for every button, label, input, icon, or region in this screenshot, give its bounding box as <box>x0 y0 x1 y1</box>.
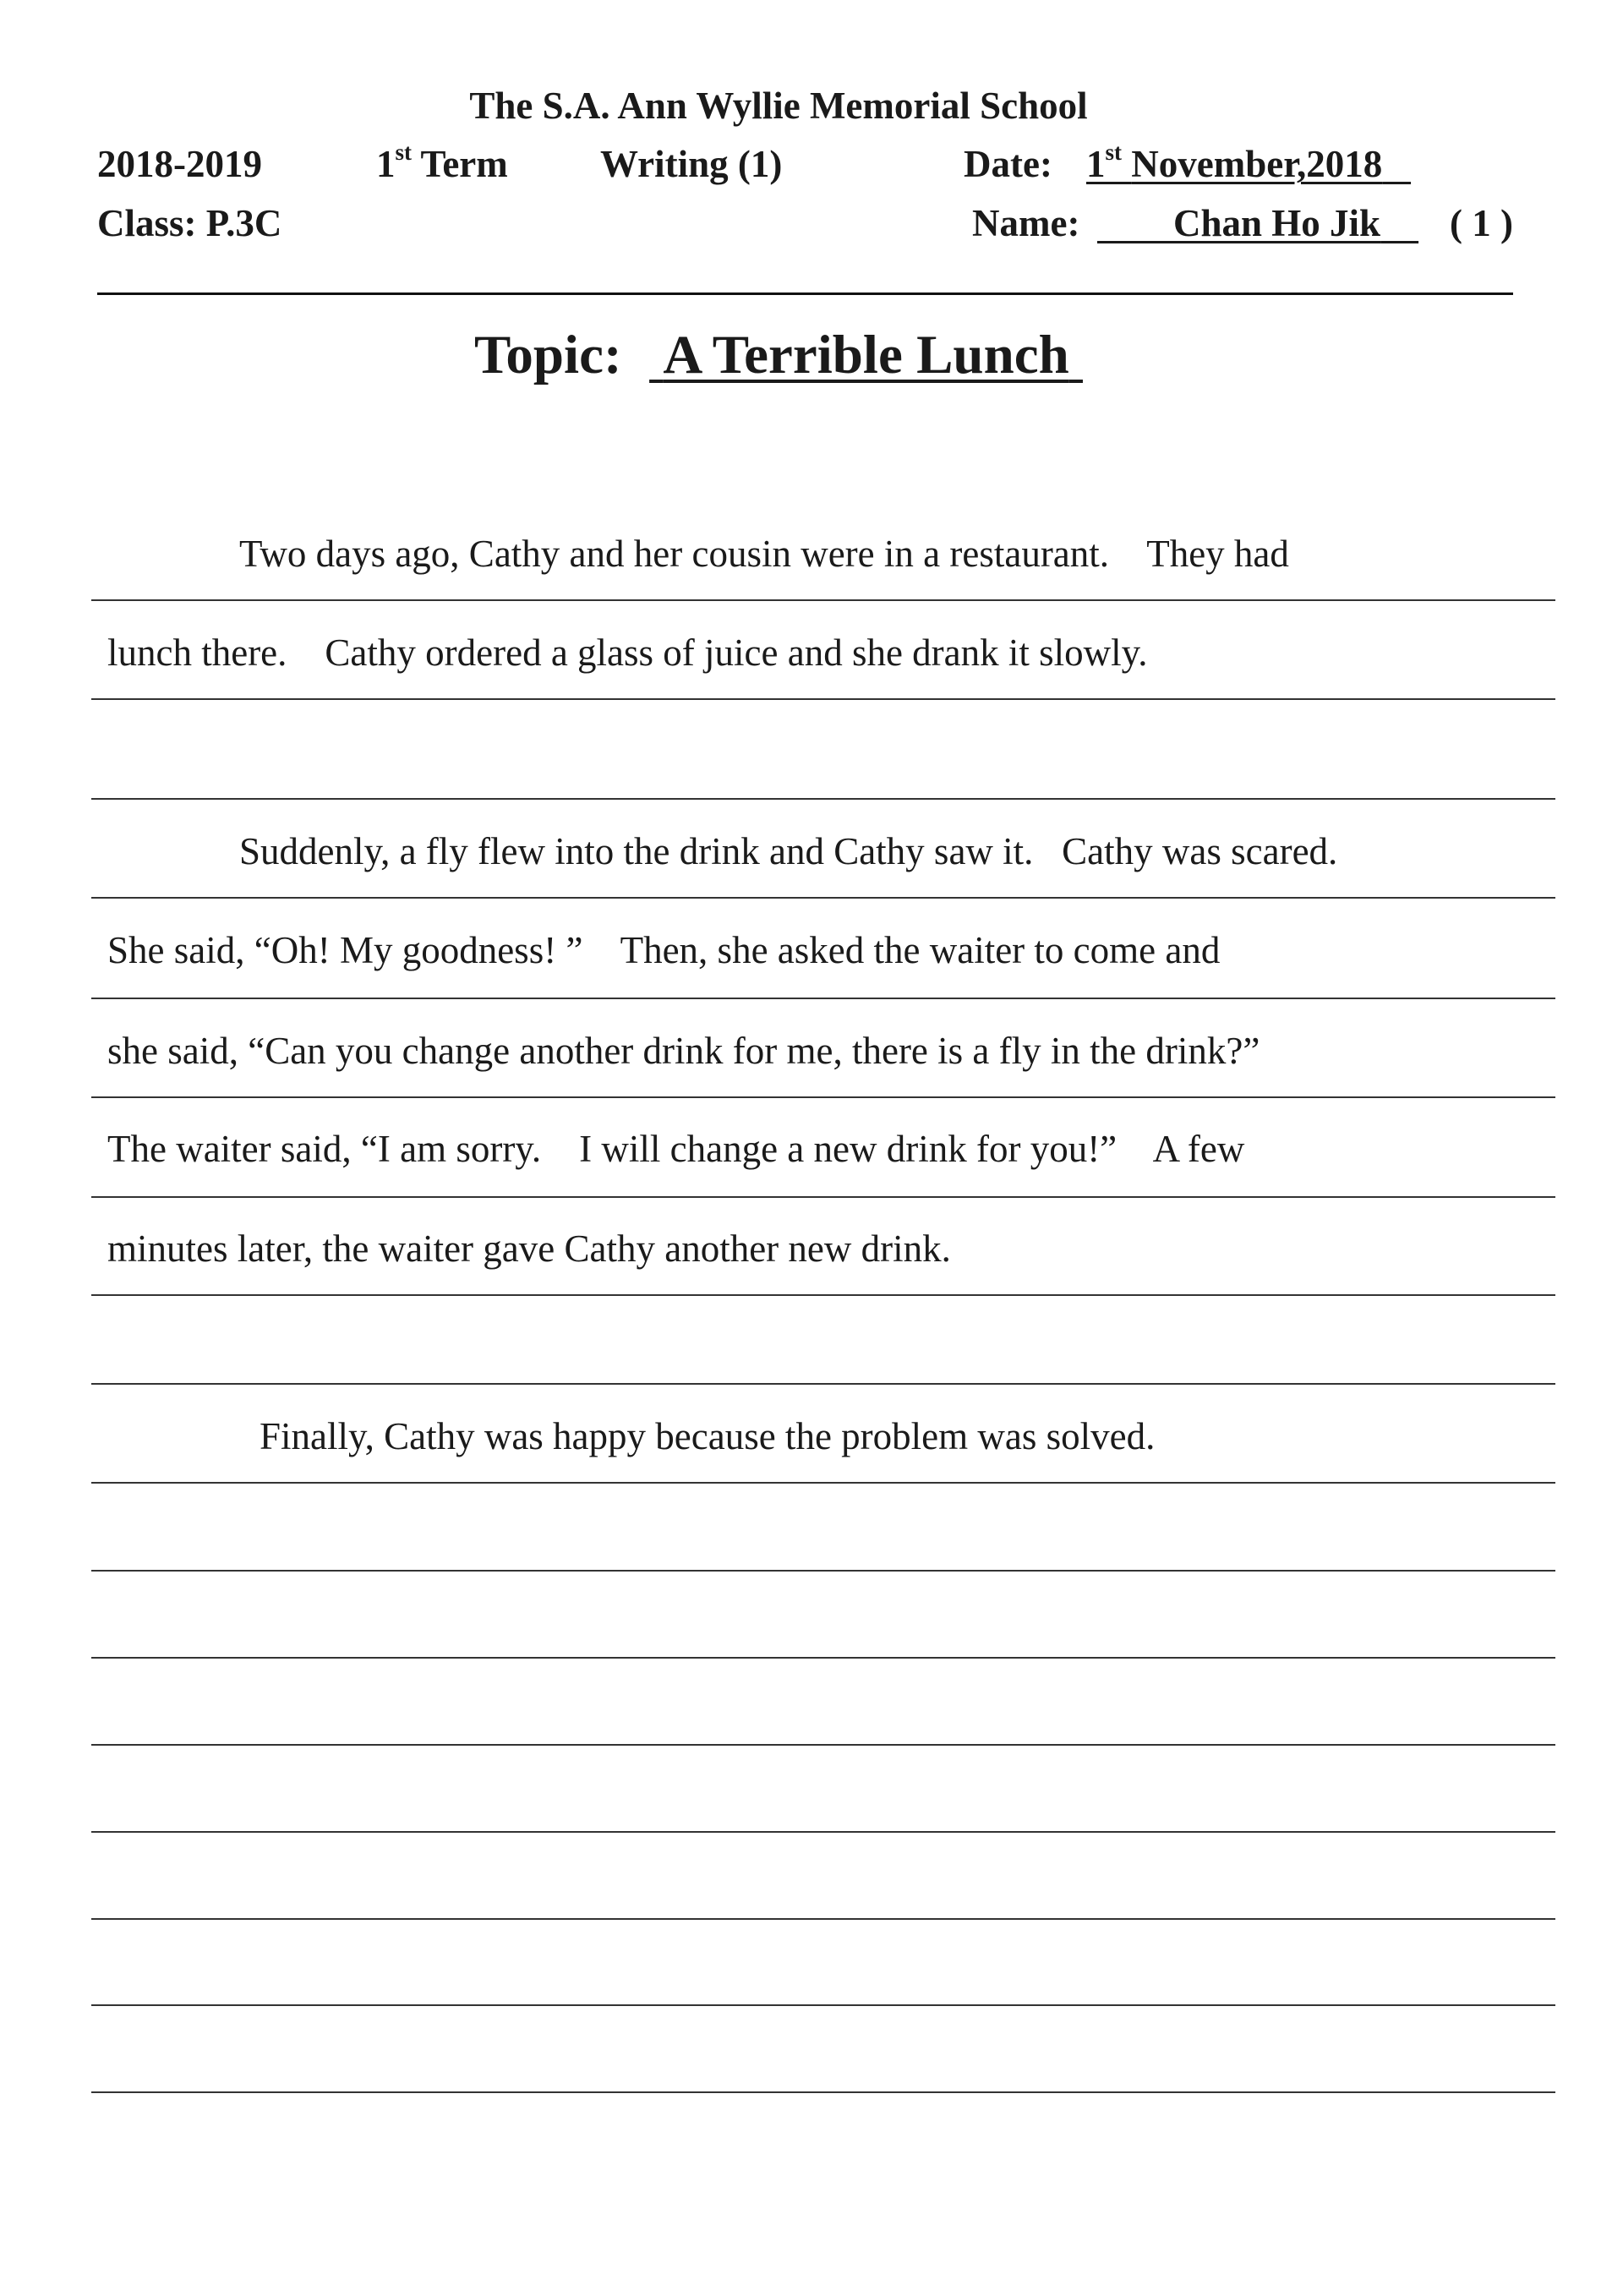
school-name: The S.A. Ann Wyllie Memorial School <box>469 85 1088 127</box>
writing-rule <box>91 1657 1555 1659</box>
writing-rule <box>91 1918 1555 1920</box>
term-suffix: st <box>395 139 412 165</box>
date-rest: November,2018 <box>1131 143 1383 185</box>
name-value <box>1097 202 1418 244</box>
essay-line: Suddenly, a fly flew into the drink and Cathy saw it. Cathy was scared. <box>239 830 1338 872</box>
date-label: Date: <box>964 143 1052 185</box>
term <box>376 139 508 185</box>
essay-line: She said, “Oh! My goodness! ” Then, she asked the waiter to come and <box>107 929 1221 971</box>
writing-rule <box>91 1383 1555 1385</box>
name-label: Name: <box>972 202 1080 244</box>
writing-rule <box>91 998 1555 999</box>
school-year: 2018-2019 <box>97 143 262 185</box>
topic-heading <box>0 325 1557 385</box>
term-label: Term <box>420 143 508 185</box>
writing-rule <box>91 1744 1555 1746</box>
writing-rule <box>91 1570 1555 1572</box>
writing-rule <box>91 1294 1555 1296</box>
topic-label: Topic: <box>474 325 622 385</box>
writing-rule <box>91 2004 1555 2006</box>
writing-rule <box>91 798 1555 800</box>
writing-rule <box>91 1196 1555 1198</box>
date-suffix: st <box>1105 139 1122 165</box>
header-divider <box>97 292 1513 295</box>
class-number: ( 1 ) <box>1450 202 1513 244</box>
writing-rule <box>91 599 1555 601</box>
essay-line: Two days ago, Cathy and her cousin were in a restaurant. They had <box>239 533 1289 575</box>
essay-line: Finally, Cathy was happy because the problem was solved. <box>260 1415 1156 1457</box>
essay-line: lunch there. Cathy ordered a glass of juice and she drank it slowly. <box>107 631 1148 674</box>
essay-line: minutes later, the waiter gave Cathy another new drink. <box>107 1227 951 1270</box>
writing-rule <box>91 897 1555 899</box>
essay-line: she said, “Can you change another drink for me, there is a fly in the drink?” <box>107 1030 1260 1072</box>
assignment-title: Writing (1) <box>600 143 783 185</box>
class-label: Class: P.3C <box>97 202 282 244</box>
essay-line: The waiter said, “I am sorry. I will change a new drink for you!” A few <box>107 1128 1245 1170</box>
topic-title-underline <box>649 325 1083 385</box>
writing-rule <box>91 698 1555 700</box>
term-number: 1 <box>376 143 396 185</box>
writing-rule <box>91 1096 1555 1098</box>
date-day: 1 <box>1086 143 1106 185</box>
writing-rule <box>91 2091 1555 2093</box>
student-name: Chan Ho Jik <box>1173 202 1381 244</box>
writing-rule <box>91 1831 1555 1833</box>
date-value <box>1086 139 1411 185</box>
writing-rule <box>91 1482 1555 1484</box>
topic-title: A Terrible Lunch <box>663 325 1069 385</box>
